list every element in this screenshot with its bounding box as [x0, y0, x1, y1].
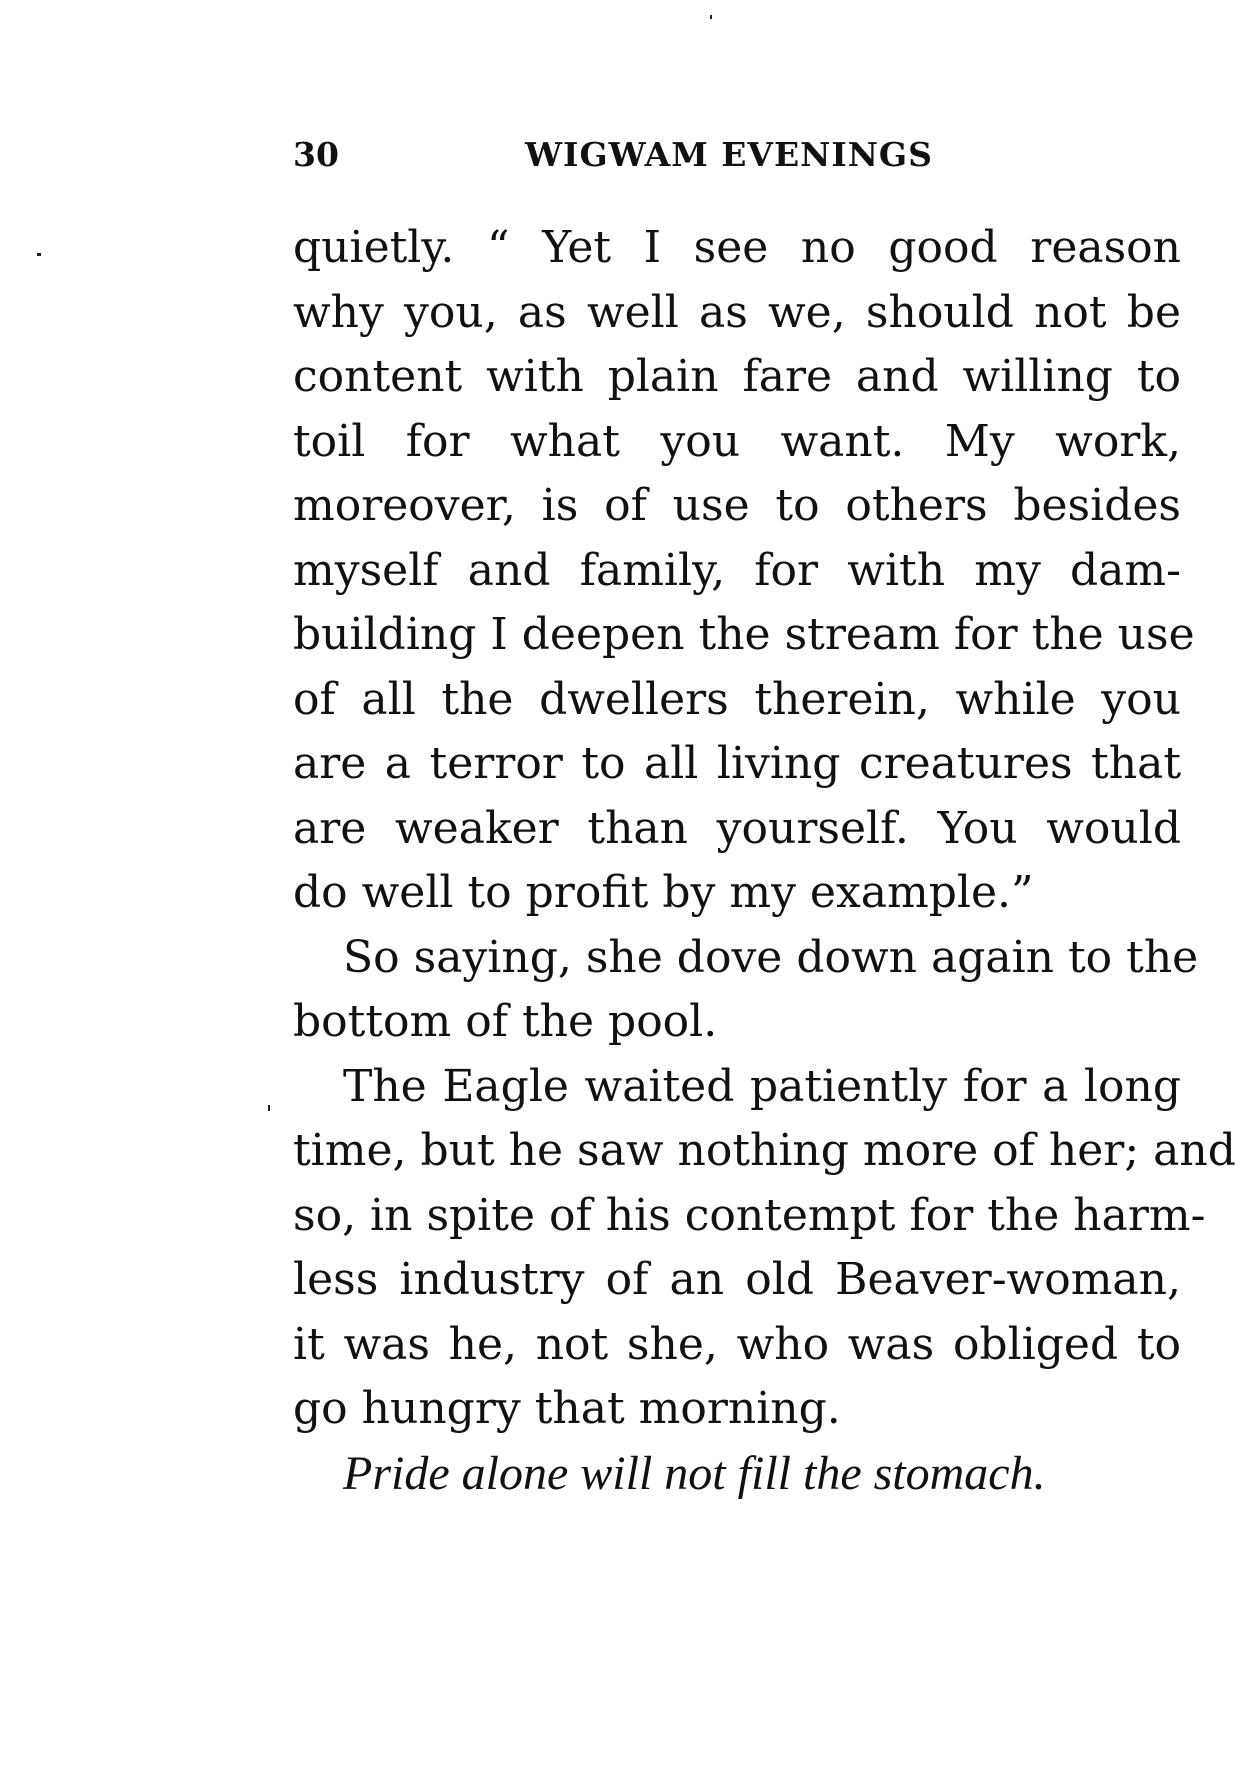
text-line: building I deepen the stream for the use: [293, 609, 1195, 660]
text-line: of all the dwellers therein, while you: [293, 673, 1181, 725]
text-line: quietly. “ Yet I see no good reason: [293, 222, 1181, 273]
page-number: 30: [293, 135, 339, 174]
text-line: go hungry that morning.: [293, 1383, 841, 1434]
text-line: myself and family, for with my dam-: [293, 544, 1181, 596]
text-line: are a terror to all living creatures that: [293, 738, 1181, 789]
text-line: So saying, she dove down again to the: [343, 931, 1199, 983]
running-head: [293, 130, 951, 180]
text-line: why you, as well as we, should not be: [293, 286, 1181, 338]
book-title: WIGWAM EVENINGS: [525, 135, 933, 174]
text-line: so, in spite of his contempt for the harm-: [293, 1189, 1206, 1241]
text-line: toil for what you want. My work,: [293, 415, 1181, 467]
text-line: bottom of the pool.: [293, 996, 718, 1047]
text-line: it was he, not she, who was obliged to: [293, 1318, 1181, 1370]
text-line: time, but he saw nothing more of her; and: [293, 1125, 1236, 1176]
text-line: moreover, is of use to others besides: [293, 480, 1181, 531]
scan-speck: [710, 15, 712, 19]
text-line: are weaker than yourself. You would: [293, 802, 1181, 854]
scan-speck: [268, 1105, 270, 1111]
text-line: content with plain fare and willing to: [293, 351, 1181, 402]
body-text: [293, 216, 1236, 1506]
scan-speck: [37, 253, 41, 256]
moral-line: Pride alone will not fill the stomach.: [343, 1446, 1046, 1500]
text-line: do well to profit by my example.”: [293, 867, 1034, 918]
text-line: The Eagle waited patiently for a long: [343, 1060, 1181, 1112]
text-line: less industry of an old Beaver-woman,: [293, 1254, 1181, 1305]
